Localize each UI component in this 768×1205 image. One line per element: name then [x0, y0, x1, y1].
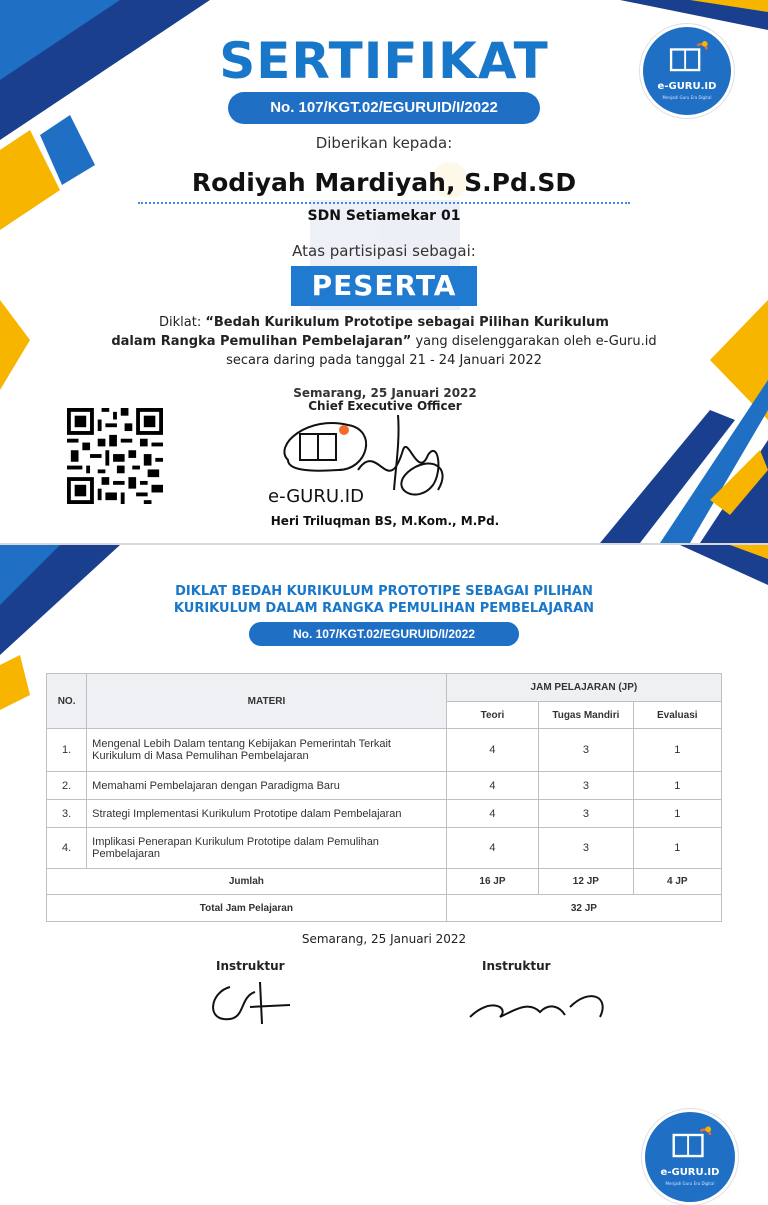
signer-title: Chief Executive Officer [308, 399, 462, 413]
table-header-row [47, 674, 722, 702]
jumlah-row [47, 869, 722, 895]
row-tugas: 3 [539, 772, 633, 800]
logo-tagline-2: Menjadi Guru Era Digital [665, 1181, 715, 1186]
logo-name-2: e-GURU.ID [660, 1167, 720, 1178]
name-divider [138, 202, 630, 204]
col-no-header: NO. [47, 674, 87, 729]
row-evaluasi: 1 [633, 772, 721, 800]
table-row [47, 772, 722, 800]
ceo-signature-stamp [268, 410, 468, 520]
instructor-right-signature [460, 977, 620, 1024]
row-no: 3. [47, 800, 87, 828]
stamp-text: e-GURU.ID [268, 486, 364, 507]
row-no: 4. [47, 828, 87, 869]
diklat-prefix: Diklat: [159, 315, 206, 330]
training-detail-page [0, 545, 768, 1186]
row-materi: Implikasi Penerapan Kurikulum Prototipe dalam Pemulihan Pembelajaran [87, 828, 447, 869]
row-materi: Memahami Pembelajaran dengan Paradigma Baru [87, 772, 447, 800]
qr-code-icon [67, 408, 163, 504]
jumlah-teori: 16 JP [446, 869, 538, 895]
table-row [47, 729, 722, 772]
book-icon-2 [645, 1112, 735, 1202]
instructor-right-label: Instruktur [482, 959, 551, 973]
diklat-organizer: yang diselenggarakan oleh e-Guru.id [411, 334, 657, 349]
col-jp-header: JAM PELAJARAN (JP) [446, 674, 721, 702]
training-number: No. 107/KGT.02/EGURUID/I/2022 [249, 622, 519, 646]
eguru-logo-2 [642, 1109, 738, 1205]
instructor-left-label: Instruktur [216, 959, 285, 973]
role-badge: PESERTA [291, 266, 477, 306]
diklat-title-part2: dalam Rangka Pemulihan Pembelajaran” [111, 334, 412, 349]
diklat-title-part1: “Bedah Kurikulum Prototipe sebagai Pilihan Kurikulum [205, 315, 609, 330]
school-name: SDN Setiamekar 01 [307, 208, 461, 224]
col-tugas-header: Tugas Mandiri [539, 702, 633, 729]
signing-place-date: Semarang, 25 Januari 2022 [293, 386, 477, 400]
table-row [47, 828, 722, 869]
training-title-line2: KURIKULUM DALAM RANGKA PEMULIHAN PEMBELAJARAN [173, 601, 595, 616]
total-value: 32 JP [446, 895, 721, 922]
row-teori: 4 [446, 729, 538, 772]
diklat-date: secara daring pada tanggal 21 - 24 Januari 2022 [226, 353, 542, 368]
eguru-logo [640, 24, 734, 118]
row-tugas: 3 [539, 729, 633, 772]
col-teori-header: Teori [446, 702, 538, 729]
certificate-page [0, 0, 768, 543]
logo-tagline: Menjadi Guru Era Digital [662, 95, 712, 100]
diklat-description [0, 313, 768, 370]
training-title-line1: DIKLAT BEDAH KURIKULUM PROTOTIPE SEBAGAI PILIHAN [175, 584, 593, 599]
logo-name: e-GURU.ID [657, 81, 717, 92]
jumlah-label: Jumlah [47, 869, 447, 895]
row-tugas: 3 [539, 800, 633, 828]
row-evaluasi: 1 [633, 729, 721, 772]
row-evaluasi: 1 [633, 800, 721, 828]
signer-name: Heri Triluqman BS, M.Kom., M.Pd. [270, 514, 500, 528]
row-no: 1. [47, 729, 87, 772]
jumlah-evaluasi: 4 JP [633, 869, 721, 895]
book-icon [643, 27, 731, 115]
total-label: Total Jam Pelajaran [47, 895, 447, 922]
materials-table [46, 673, 722, 922]
row-materi: Mengenal Lebih Dalam tentang Kebijakan Pemerintah Terkait Kurikulum di Masa Pemulihan Pembelajaran [87, 729, 447, 772]
row-teori: 4 [446, 828, 538, 869]
participation-label: Atas partisipasi sebagai: [292, 242, 476, 260]
table-row [47, 800, 722, 828]
training-title [120, 583, 648, 617]
row-teori: 4 [446, 800, 538, 828]
given-to-label: Diberikan kepada: [315, 134, 453, 152]
row-tugas: 3 [539, 828, 633, 869]
col-materi-header: MATERI [87, 674, 447, 729]
col-evaluasi-header: Evaluasi [633, 702, 721, 729]
row-evaluasi: 1 [633, 828, 721, 869]
row-teori: 4 [446, 772, 538, 800]
certificate-title: SERTIFIKAT [219, 32, 549, 90]
row-materi: Strategi Implementasi Kurikulum Prototipe dalam Pembelajaran [87, 800, 447, 828]
recipient-name: Rodiyah Mardiyah, S.Pd.SD [191, 168, 577, 197]
training-place-date: Semarang, 25 Januari 2022 [301, 932, 467, 946]
certificate-number: No. 107/KGT.02/EGURUID/I/2022 [228, 92, 540, 124]
jumlah-tugas: 12 JP [539, 869, 633, 895]
instructor-left-signature [200, 977, 330, 1024]
total-row [47, 895, 722, 922]
row-no: 2. [47, 772, 87, 800]
